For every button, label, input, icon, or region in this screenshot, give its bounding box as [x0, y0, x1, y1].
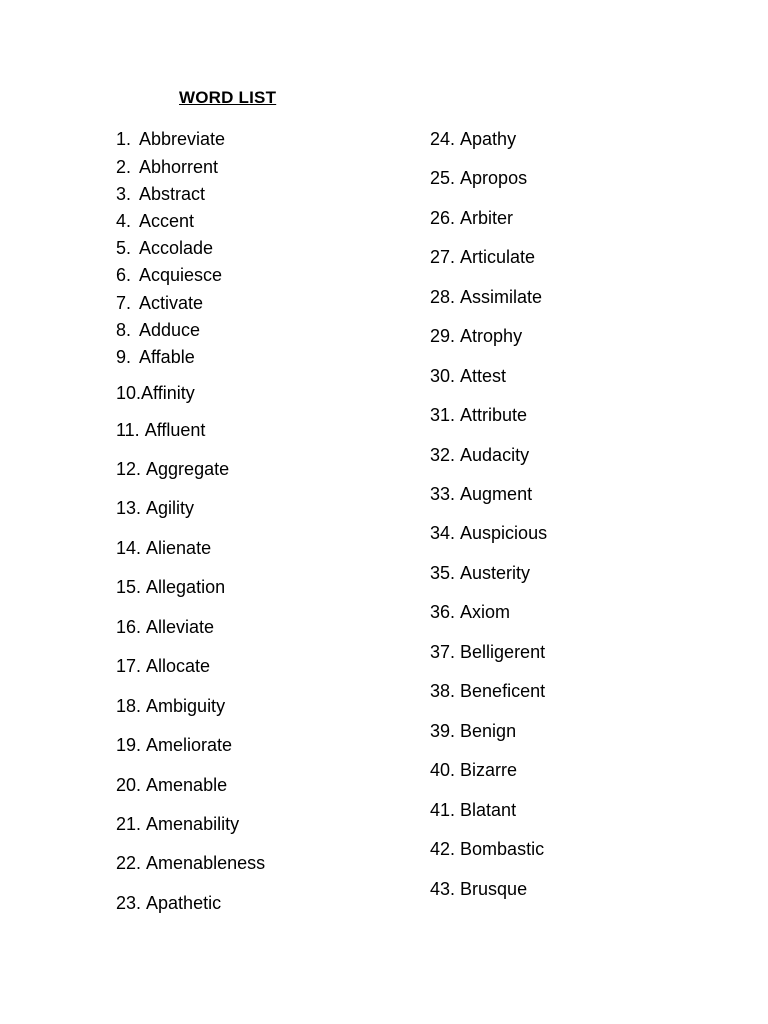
list-item-number: 19. [116, 735, 142, 755]
list-item-word: Abhorrent [139, 157, 219, 177]
list-item [430, 878, 527, 900]
list-item-number: 2. [116, 157, 132, 177]
list-item-word: Apropos [460, 168, 528, 188]
list-item-number: 7. [116, 293, 132, 313]
list-item [430, 799, 516, 821]
list-item-word: Ambiguity [146, 696, 226, 716]
list-item-number: 41. [430, 800, 456, 820]
list-item [116, 537, 211, 559]
list-item [430, 207, 513, 229]
list-item-word: Belligerent [460, 642, 546, 662]
list-item-number: 37. [430, 642, 456, 662]
list-item [116, 128, 225, 150]
list-item-word: Beneficent [460, 681, 546, 701]
list-item [116, 419, 205, 441]
list-item-word: Accolade [139, 238, 214, 258]
list-item [116, 655, 210, 677]
list-item-number: 34. [430, 523, 456, 543]
list-item [430, 838, 544, 860]
list-item-number: 24. [430, 129, 456, 149]
list-item-word: Attest [460, 366, 507, 386]
list-item-number: 10. [116, 383, 142, 403]
list-item-number: 25. [430, 168, 456, 188]
list-item-word: Abstract [139, 184, 206, 204]
list-item [430, 325, 522, 347]
list-item [116, 210, 194, 232]
list-item-word: Agility [146, 498, 195, 518]
list-item-number: 17. [116, 656, 142, 676]
list-item-word: Axiom [460, 602, 511, 622]
list-item [430, 404, 527, 426]
list-item [430, 601, 510, 623]
list-item-number: 16. [116, 617, 142, 637]
list-item-number: 23. [116, 893, 142, 913]
list-item [430, 483, 532, 505]
list-item-number: 15. [116, 577, 142, 597]
list-item-number: 36. [430, 602, 456, 622]
list-item-number: 18. [116, 696, 142, 716]
list-item-number: 30. [430, 366, 456, 386]
list-item-word: Arbiter [460, 208, 514, 228]
list-item-number: 4. [116, 211, 132, 231]
list-item [116, 852, 265, 874]
list-item [116, 497, 194, 519]
list-item-number: 14. [116, 538, 142, 558]
list-item [116, 382, 195, 404]
list-item-number: 1. [116, 129, 132, 149]
list-item [116, 319, 200, 341]
list-item-number: 20. [116, 775, 142, 795]
list-item-number: 40. [430, 760, 456, 780]
list-item [430, 562, 530, 584]
list-item [116, 576, 225, 598]
list-item-word: Atrophy [460, 326, 523, 346]
list-item-word: Articulate [460, 247, 536, 267]
list-item-word: Affinity [141, 383, 195, 403]
list-item-number: 6. [116, 265, 132, 285]
list-item-word: Apathy [460, 129, 517, 149]
list-item [116, 616, 214, 638]
list-item-number: 29. [430, 326, 456, 346]
list-item [116, 346, 195, 368]
list-item-number: 26. [430, 208, 456, 228]
list-item [430, 365, 506, 387]
list-item [116, 695, 225, 717]
list-item-number: 8. [116, 320, 132, 340]
list-item-number: 28. [430, 287, 456, 307]
list-item [430, 444, 529, 466]
list-item-word: Austerity [460, 563, 531, 583]
list-item-number: 21. [116, 814, 142, 834]
list-item [116, 458, 229, 480]
list-item-number: 35. [430, 563, 456, 583]
list-item [116, 892, 221, 914]
list-item-word: Attribute [460, 405, 528, 425]
list-item-word: Acquiesce [139, 265, 223, 285]
list-item-word: Affluent [144, 420, 206, 440]
list-item [116, 813, 239, 835]
list-item-word: Blatant [460, 800, 517, 820]
list-item-number: 31. [430, 405, 456, 425]
list-item-word: Aggregate [146, 459, 230, 479]
list-item-word: Affable [139, 347, 195, 367]
list-item-number: 5. [116, 238, 132, 258]
list-item-word: Brusque [460, 879, 528, 899]
list-item-word: Accent [139, 211, 195, 231]
list-item-number: 39. [430, 721, 456, 741]
list-item-word: Assimilate [460, 287, 543, 307]
list-item-word: Bizarre [460, 760, 518, 780]
list-item-word: Alienate [146, 538, 212, 558]
list-item-word: Amenable [146, 775, 228, 795]
list-item-word: Bombastic [460, 839, 545, 859]
list-item-word: Auspicious [460, 523, 548, 543]
list-item-number: 27. [430, 247, 456, 267]
list-item-word: Activate [139, 293, 204, 313]
list-item [430, 128, 516, 150]
list-item-number: 38. [430, 681, 456, 701]
list-item-word: Allocate [146, 656, 211, 676]
list-item-word: Amenableness [146, 853, 266, 873]
list-item [116, 183, 205, 205]
list-item [116, 156, 218, 178]
list-item-number: 32. [430, 445, 456, 465]
list-item-number: 3. [116, 184, 132, 204]
list-item [430, 641, 545, 663]
list-item-word: Adduce [139, 320, 201, 340]
list-item-word: Abbreviate [139, 129, 226, 149]
list-item-number: 33. [430, 484, 456, 504]
list-item-number: 43. [430, 879, 456, 899]
list-item [116, 264, 222, 286]
list-item-word: Ameliorate [146, 735, 233, 755]
list-item-word: Alleviate [146, 617, 215, 637]
list-item [116, 774, 227, 796]
list-item-number: 11. [116, 420, 140, 440]
list-item-word: Audacity [460, 445, 530, 465]
list-item-word: Augment [460, 484, 533, 504]
list-item-number: 22. [116, 853, 142, 873]
list-item-number: 9. [116, 347, 132, 367]
list-item [430, 246, 535, 268]
list-item [116, 734, 232, 756]
list-item [430, 286, 542, 308]
page-title: WORD LIST [179, 88, 277, 107]
list-item [430, 759, 517, 781]
list-item-word: Allegation [146, 577, 226, 597]
list-item [430, 167, 527, 189]
list-item [430, 522, 547, 544]
list-item-word: Benign [460, 721, 517, 741]
list-item [116, 237, 213, 259]
list-item-number: 42. [430, 839, 456, 859]
list-item [116, 292, 203, 314]
list-item-number: 13. [116, 498, 142, 518]
list-item [430, 720, 516, 742]
list-item [430, 680, 545, 702]
list-item-word: Amenability [146, 814, 240, 834]
list-item-word: Apathetic [146, 893, 222, 913]
list-item-number: 12. [116, 459, 142, 479]
